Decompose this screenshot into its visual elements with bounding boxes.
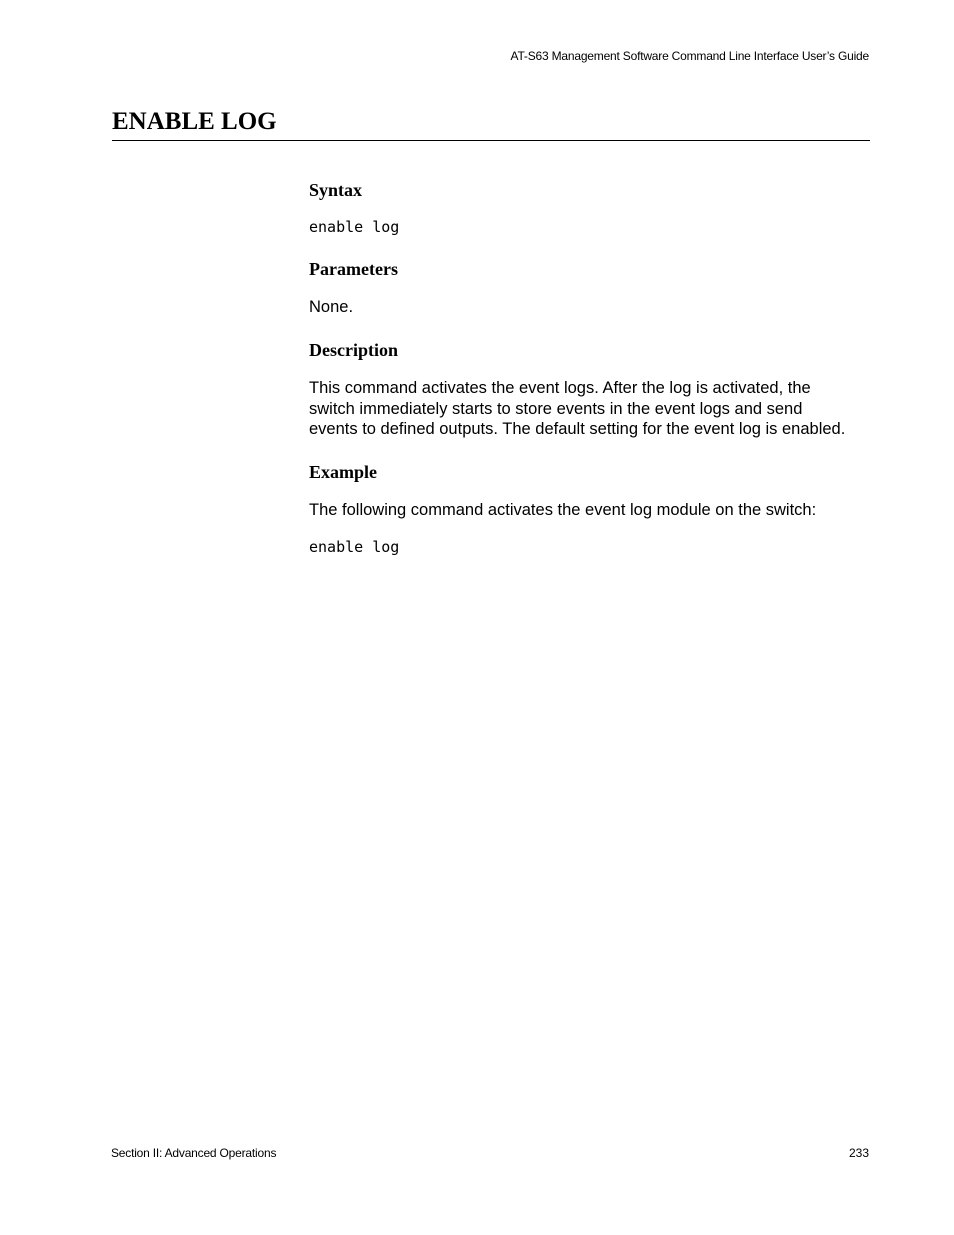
example-text: The following command activates the event log module on the switch: — [309, 501, 817, 519]
running-header: AT-S63 Management Software Command Line Interface User’s Guide — [510, 49, 869, 63]
example-heading: Example — [309, 462, 378, 482]
description-heading: Description — [309, 340, 398, 360]
description-line: switch immediately starts to store events in the event logs and send — [309, 399, 803, 418]
page-number: 233 — [848, 1146, 869, 1160]
parameters-heading: Parameters — [309, 259, 398, 279]
page-title: ENABLE LOG — [112, 108, 277, 135]
footer-section-label: Section II: Advanced Operations — [111, 1146, 277, 1160]
description-text — [309, 378, 845, 440]
title-divider — [112, 140, 870, 141]
syntax-heading: Syntax — [309, 180, 363, 200]
description-line: This command activates the event logs. After the log is activated, the — [309, 379, 811, 397]
syntax-code: enable log — [309, 218, 400, 236]
description-line: events to defined outputs. The default setting for the event log is enabled. — [309, 420, 846, 438]
parameters-text: None. — [309, 298, 354, 316]
example-code: enable log — [309, 538, 400, 556]
